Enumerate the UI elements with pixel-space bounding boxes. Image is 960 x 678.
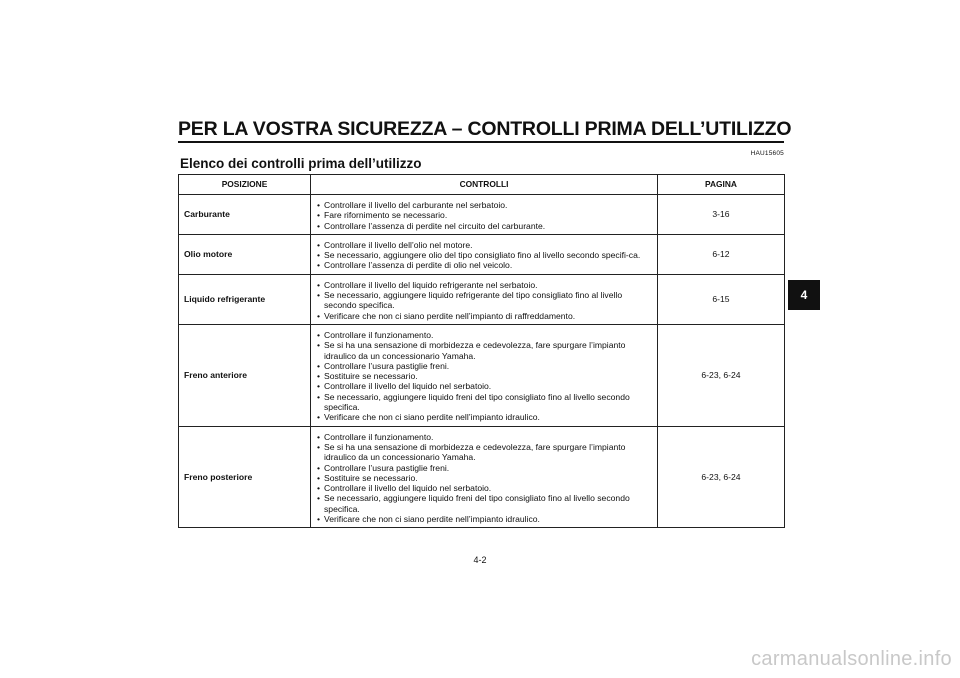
chapter-tab: 4 xyxy=(788,280,820,310)
row-checks xyxy=(311,274,658,324)
check-item: • Se si ha una sensazione di morbidezza e cedevolezza, fare spurgare l’impianto idraulico da un concessionario Yamaha. xyxy=(317,442,653,463)
check-item: • Verificare che non ci siano perdite nell’impianto di raffreddamento. xyxy=(317,311,653,321)
row-checks xyxy=(311,426,658,528)
row-position: Freno posteriore xyxy=(179,426,311,528)
check-item: • Controllare il livello del liquido refrigerante nel serbatoio. xyxy=(317,280,653,290)
section-title: Elenco dei controlli prima dell’utilizzo xyxy=(180,156,422,171)
check-item: • Controllare l’usura pastiglie freni. xyxy=(317,361,653,371)
check-item: • Controllare l’usura pastiglie freni. xyxy=(317,463,653,473)
page-header-title: PER LA VOSTRA SICUREZZA – CONTROLLI PRIMA DELL’UTILIZZO xyxy=(178,118,792,140)
row-page-ref: 3-16 xyxy=(658,195,785,235)
row-page-ref: 6-23, 6-24 xyxy=(658,324,785,426)
watermark: carmanualsonline.info xyxy=(751,648,952,670)
check-item: • Verificare che non ci siano perdite nell’impianto idraulico. xyxy=(317,412,653,422)
page-number: 4-2 xyxy=(473,555,487,565)
row-position: Olio motore xyxy=(179,234,311,274)
table-row xyxy=(179,324,785,426)
pre-operation-checks-table xyxy=(178,174,785,528)
check-item: • Controllare il livello del liquido nel serbatoio. xyxy=(317,483,653,493)
table-row xyxy=(179,274,785,324)
check-item: • Se necessario, aggiungere olio del tipo consigliato fino al livello secondo specifi-ca. xyxy=(317,250,653,260)
check-item: • Se necessario, aggiungere liquido refrigerante del tipo consigliato fino al livello secondo specifica. xyxy=(317,290,653,311)
row-position: Freno anteriore xyxy=(179,324,311,426)
check-item: • Verificare che non ci siano perdite nell’impianto idraulico. xyxy=(317,514,653,524)
check-item: • Se si ha una sensazione di morbidezza e cedevolezza, fare spurgare l’impianto idraulico da un concessionario Yamaha. xyxy=(317,340,653,361)
row-page-ref: 6-15 xyxy=(658,274,785,324)
row-position: Liquido refrigerante xyxy=(179,274,311,324)
check-item: • Controllare il funzionamento. xyxy=(317,330,653,340)
check-item: • Controllare il funzionamento. xyxy=(317,432,653,442)
check-item: • Controllare il livello del carburante nel serbatoio. xyxy=(317,200,653,210)
row-checks xyxy=(311,234,658,274)
check-item: • Controllare l’assenza di perdite nel circuito del carburante. xyxy=(317,221,653,231)
check-item: • Se necessario, aggiungere liquido freni del tipo consigliato fino al livello secondo specifica. xyxy=(317,493,653,514)
column-header-checks: CONTROLLI xyxy=(311,175,658,195)
row-page-ref: 6-12 xyxy=(658,234,785,274)
table-row xyxy=(179,195,785,235)
check-item: • Controllare il livello dell’olio nel motore. xyxy=(317,240,653,250)
check-item: • Controllare il livello del liquido nel serbatoio. xyxy=(317,381,653,391)
row-page-ref: 6-23, 6-24 xyxy=(658,426,785,528)
column-header-position: POSIZIONE xyxy=(179,175,311,195)
header-rule xyxy=(178,141,784,143)
check-item: • Se necessario, aggiungere liquido freni del tipo consigliato fino al livello secondo specifica. xyxy=(317,392,653,413)
document-code: HAU15605 xyxy=(750,150,784,157)
table-header-row xyxy=(179,175,785,195)
table-row xyxy=(179,234,785,274)
row-checks xyxy=(311,195,658,235)
row-checks xyxy=(311,324,658,426)
check-item: • Sostituire se necessario. xyxy=(317,473,653,483)
table-row xyxy=(179,426,785,528)
check-item: • Fare rifornimento se necessario. xyxy=(317,210,653,220)
row-position: Carburante xyxy=(179,195,311,235)
check-item: • Sostituire se necessario. xyxy=(317,371,653,381)
column-header-page: PAGINA xyxy=(658,175,785,195)
check-item: • Controllare l’assenza di perdite di olio nel veicolo. xyxy=(317,260,653,270)
